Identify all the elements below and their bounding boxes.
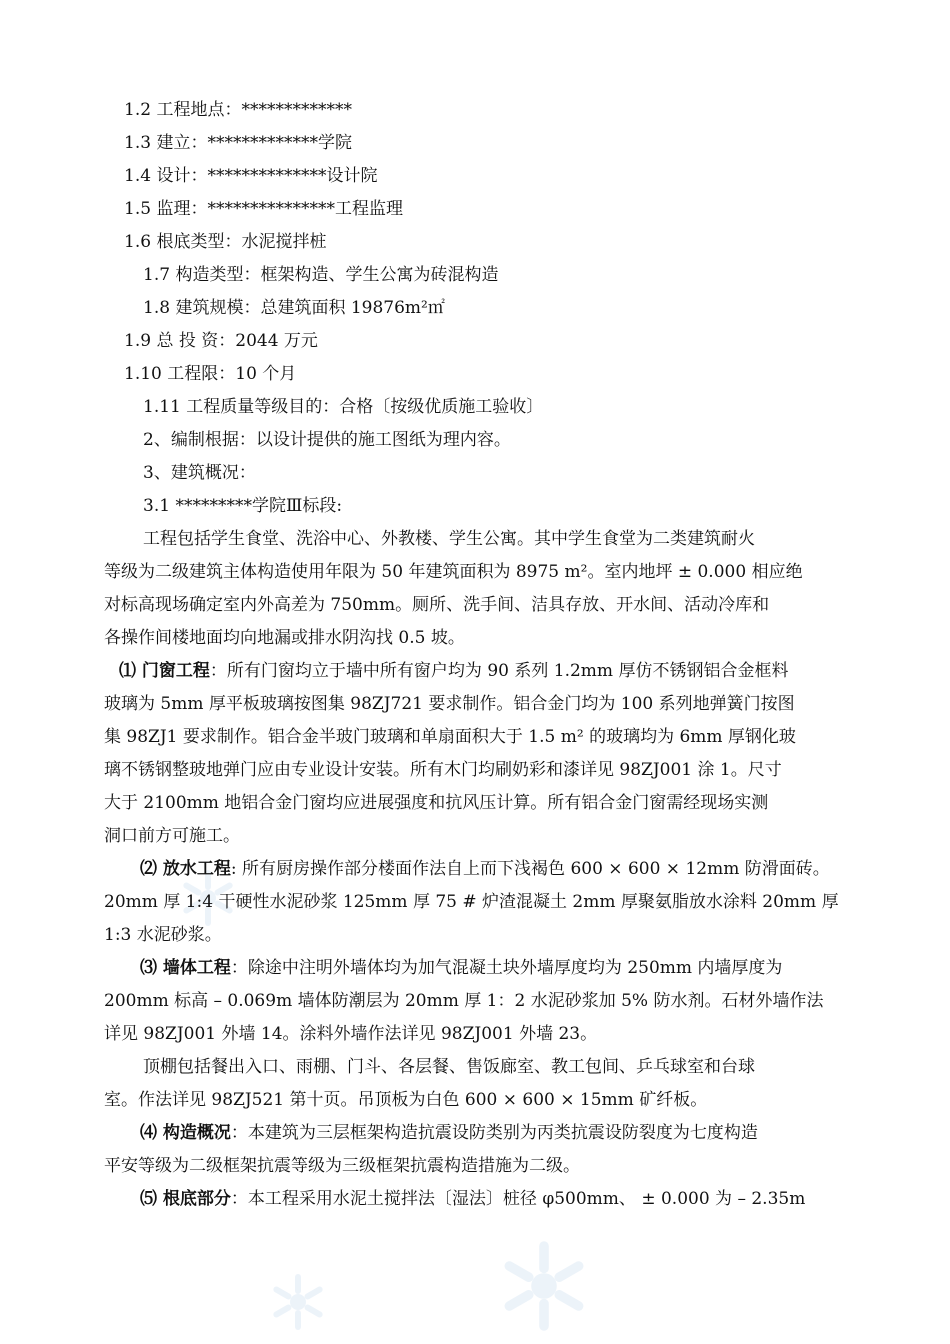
paragraph-line: 1:3 水泥砂浆。: [104, 925, 222, 945]
list-item: 1.9 总 投 资：2044 万元: [124, 331, 318, 351]
paragraph-line: 各操作间楼地面均向地漏或排水阴沟找 0.5 坡。: [104, 628, 465, 648]
paragraph-line: ⑵ 放水工程: 所有厨房操作部分楼面作法自上而下浅褐色 600 × 600 × 12mm 防滑面砖。: [140, 859, 830, 879]
list-item: 1.11 工程质量等级目的：合格〔按级优质施工验收〕: [143, 397, 544, 417]
paragraph-line: 大于 2100mm 地铝合金门窗均应进展强度和抗风压计算。所有铝合金门窗需经现场实测: [104, 793, 769, 813]
section-heading: ⑷ 构造概况: [140, 1123, 231, 1143]
paragraph-line: 集 98ZJ1 要求制作。铝合金半玻门玻璃和单扇面积大于 1.5 m² 的玻璃均为 6mm 厚钢化玻: [104, 727, 796, 747]
paragraph-line: ⑶ 墙体工程：除途中注明外墙体均为加气混凝土块外墙厚度均为 250mm 内墙厚度为: [140, 958, 783, 978]
list-item: 2、编制根据：以设计提供的施工图纸为理内容。: [143, 430, 511, 450]
paragraph-line: 洞口前方可施工。: [104, 826, 240, 846]
paragraph-line: 对标高现场确定室内外高差为 750mm。厕所、洗手间、洁具存放、开水间、活动冷库和: [104, 595, 770, 615]
list-item: 1.5 监理：***************工程监理: [124, 199, 403, 219]
list-item: 1.3 建立：*************学院: [124, 133, 352, 153]
paragraph-line: 200mm 标高 – 0.069m 墙体防潮层为 20mm 厚 1：2 水泥砂浆加 5% 防水剂。石材外墙作法: [104, 991, 824, 1011]
section-heading: ⑴ 门窗工程: [119, 661, 210, 681]
snowflake-watermark-icon: [496, 1238, 592, 1334]
list-item: 1.4 设计：**************设计院: [124, 166, 378, 186]
section-heading: ⑶ 墙体工程: [140, 958, 231, 978]
list-item: 1.10 工程限：10 个月: [124, 364, 297, 384]
paragraph-line: 璃不锈钢整玻地弹门应由专业设计安装。所有木门均刷奶彩和漆详见 98ZJ001 涂 1。尺寸: [104, 760, 782, 780]
paragraph-line: 平安等级为二级框架抗震等级为三级框架抗震构造措施为二级。: [104, 1156, 580, 1176]
list-item: 1.8 建筑规模：总建筑面积 19876m²㎡: [143, 298, 445, 318]
list-item: 3、建筑概况：: [143, 463, 256, 483]
list-item: 3.1 *********学院Ⅲ标段:: [143, 496, 343, 516]
paragraph-line: 玻璃为 5mm 厚平板玻璃按图集 98ZJ721 要求制作。铝合金门均为 100 系列地弹簧门按图: [104, 694, 795, 714]
paragraph-line: 顶棚包括餐出入口、雨棚、门斗、各层餐、售饭廊室、教工包间、乒乓球室和台球: [143, 1057, 755, 1077]
paragraph-line: 等级为二级建筑主体构造使用年限为 50 年建筑面积为 8975 m²。室内地坪 ± 0.000 相应绝: [104, 562, 803, 582]
paragraph-line: ⑸ 根底部分：本工程采用水泥土搅拌法〔湿法〕桩径 φ500mm、 ± 0.000 为 – 2.35m: [140, 1189, 806, 1209]
paragraph-line: 20mm 厚 1:4 干硬性水泥砂浆 125mm 厚 75 # 炉渣混凝土 2mm 厚聚氨脂放水涂料 20mm 厚: [104, 892, 839, 912]
paragraph-line: ⑷ 构造概况：本建筑为三层框架构造抗震设防类别为丙类抗震设防裂度为七度构造: [140, 1123, 758, 1143]
paragraph-line: 详见 98ZJ001 外墙 14。涂料外墙作法详见 98ZJ001 外墙 23。: [104, 1024, 598, 1044]
paragraph-line: 工程包括学生食堂、洗浴中心、外教楼、学生公寓。其中学生食堂为二类建筑耐火: [143, 529, 755, 549]
paragraph-line: 室。作法详见 98ZJ521 第十页。吊顶板为白色 600 × 600 × 15mm 矿纤板。: [104, 1090, 708, 1110]
section-heading: ⑸ 根底部分: [140, 1189, 231, 1209]
list-item: 1.7 构造类型：框架构造、学生公寓为砖混构造: [143, 265, 499, 285]
list-item: 1.6 根底类型：水泥搅拌桩: [124, 232, 327, 252]
list-item: 1.2 工程地点：*************: [124, 100, 352, 120]
paragraph-line: ⑴ 门窗工程：所有门窗均立于墙中所有窗户均为 90 系列 1.2mm 厚仿不锈钢铝合金框料: [119, 661, 789, 681]
snowflake-watermark-icon: [268, 1272, 328, 1332]
section-heading: ⑵ 放水工程: [140, 859, 231, 879]
